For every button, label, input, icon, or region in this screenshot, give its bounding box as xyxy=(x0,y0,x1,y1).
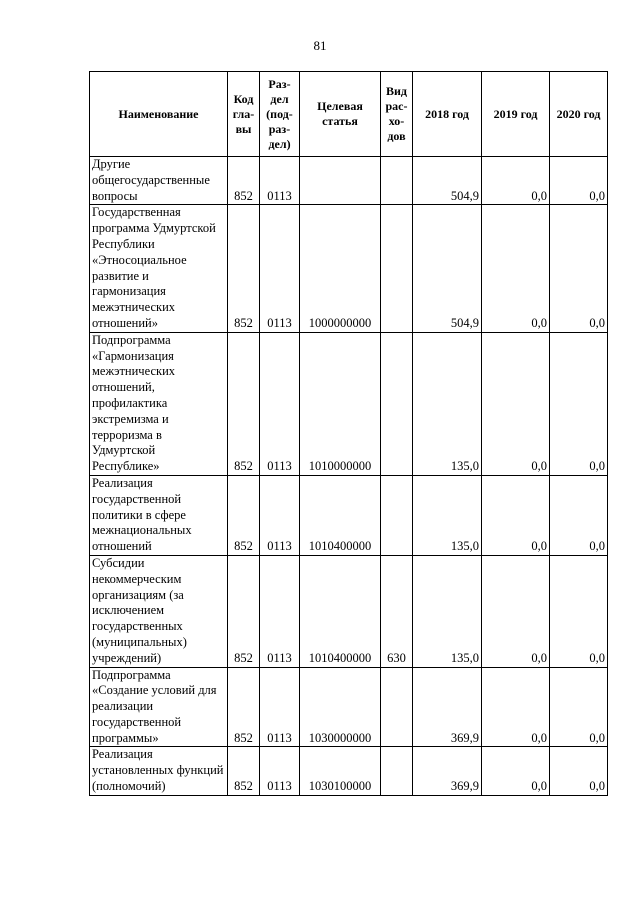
header-vid: Вид рас- хо- дов xyxy=(381,72,413,157)
row-kod: 852 xyxy=(228,667,260,747)
row-name: Реализация государственной политики в сфере межнациональных отношений xyxy=(90,475,228,555)
header-name: Наименование xyxy=(90,72,228,157)
row-vid xyxy=(381,747,413,795)
row-vid xyxy=(381,332,413,475)
row-razdel: 0113 xyxy=(260,332,300,475)
row-celevaya: 1010000000 xyxy=(300,332,381,475)
row-razdel: 0113 xyxy=(260,157,300,205)
row-2019: 0,0 xyxy=(482,157,550,205)
row-2020: 0,0 xyxy=(550,157,608,205)
table-row xyxy=(90,555,608,667)
row-name: Подпрограмма «Создание условий для реализации государственной программы» xyxy=(90,667,228,747)
header-2018: 2018 год xyxy=(413,72,482,157)
row-2018: 504,9 xyxy=(413,157,482,205)
row-2020: 0,0 xyxy=(550,205,608,332)
row-razdel: 0113 xyxy=(260,667,300,747)
header-razdel: Раз- дел (под- раз- дел) xyxy=(260,72,300,157)
row-2018: 135,0 xyxy=(413,475,482,555)
table-row xyxy=(90,667,608,747)
row-name: Другие общегосударственные вопросы xyxy=(90,157,228,205)
row-kod: 852 xyxy=(228,747,260,795)
row-razdel: 0113 xyxy=(260,555,300,667)
header-celevaya: Целевая статья xyxy=(300,72,381,157)
row-celevaya xyxy=(300,157,381,205)
row-vid xyxy=(381,205,413,332)
row-2019: 0,0 xyxy=(482,747,550,795)
row-kod: 852 xyxy=(228,332,260,475)
row-kod: 852 xyxy=(228,475,260,555)
row-2019: 0,0 xyxy=(482,205,550,332)
row-2018: 504,9 xyxy=(413,205,482,332)
row-vid xyxy=(381,157,413,205)
row-2019: 0,0 xyxy=(482,332,550,475)
row-2020: 0,0 xyxy=(550,555,608,667)
row-vid xyxy=(381,667,413,747)
row-2020: 0,0 xyxy=(550,747,608,795)
header-2020: 2020 год xyxy=(550,72,608,157)
row-celevaya: 1010400000 xyxy=(300,555,381,667)
table-row xyxy=(90,747,608,795)
row-name: Субсидии некоммерческим организациям (за исключением государственных (муниципальных) учреждений) xyxy=(90,555,228,667)
row-name: Подпрограмма «Гармонизация межэтнических отношений, профилактика экстремизма и терроризма в Удмуртской Республике» xyxy=(90,332,228,475)
row-vid: 630 xyxy=(381,555,413,667)
row-2018: 135,0 xyxy=(413,332,482,475)
page-number: 81 xyxy=(313,38,327,53)
row-2020: 0,0 xyxy=(550,332,608,475)
row-celevaya: 1010400000 xyxy=(300,475,381,555)
row-2019: 0,0 xyxy=(482,667,550,747)
row-celevaya: 1030000000 xyxy=(300,667,381,747)
table-row xyxy=(90,205,608,332)
row-name: Реализация установленных функций (полномочий) xyxy=(90,747,228,795)
row-2018: 369,9 xyxy=(413,667,482,747)
row-vid xyxy=(381,475,413,555)
row-2019: 0,0 xyxy=(482,555,550,667)
row-2020: 0,0 xyxy=(550,475,608,555)
table-row xyxy=(90,157,608,205)
header-kod: Код гла- вы xyxy=(228,72,260,157)
row-kod: 852 xyxy=(228,205,260,332)
row-razdel: 0113 xyxy=(260,475,300,555)
row-2020: 0,0 xyxy=(550,667,608,747)
row-2018: 369,9 xyxy=(413,747,482,795)
row-celevaya: 1030100000 xyxy=(300,747,381,795)
row-razdel: 0113 xyxy=(260,205,300,332)
row-2019: 0,0 xyxy=(482,475,550,555)
header-2019: 2019 год xyxy=(482,72,550,157)
header-row xyxy=(90,72,608,157)
table-row xyxy=(90,332,608,475)
row-celevaya: 1000000000 xyxy=(300,205,381,332)
table-row xyxy=(90,475,608,555)
row-2018: 135,0 xyxy=(413,555,482,667)
budget-table xyxy=(89,71,608,796)
row-kod: 852 xyxy=(228,157,260,205)
row-razdel: 0113 xyxy=(260,747,300,795)
row-name: Государственная программа Удмуртской Республики «Этносоциальное развитие и гармонизация межэтнических отношений» xyxy=(90,205,228,332)
row-kod: 852 xyxy=(228,555,260,667)
